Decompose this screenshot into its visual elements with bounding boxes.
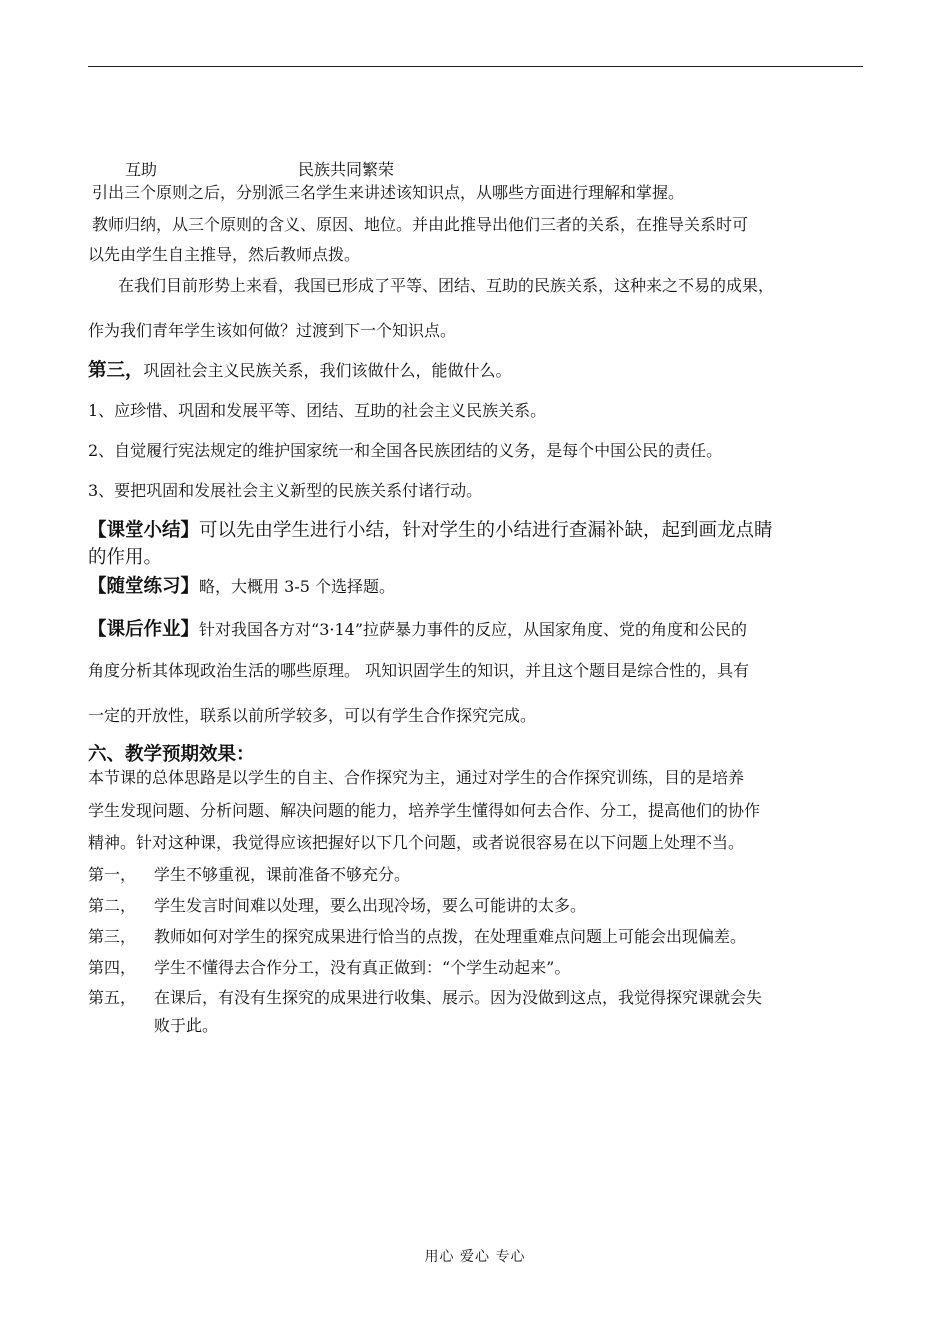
- list-item: 1、应珍惜、巩固和发展平等、团结、互助的社会主义民族关系。: [88, 401, 547, 420]
- problem-item: [88, 988, 762, 1008]
- section3-line: [88, 359, 868, 382]
- practice-label: 【随堂练习】: [88, 576, 200, 597]
- section3-label: 第三，: [88, 360, 144, 381]
- summary-text: 可以先由学生进行小结，针对学生的小结进行查漏补缺，起到画龙点睛: [199, 520, 773, 541]
- homework-text: 针对我国各方对“3·14”拉萨暴力事件的反应，从国家角度、党的角度和公民的: [199, 620, 748, 639]
- list-item: 3、要把巩固和发展社会主义新型的民族关系付诸行动。: [88, 481, 483, 500]
- list-item: 2、自觉履行宪法规定的维护国家统一和全国各民族团结的义务，是每个中国公民的责任。: [88, 441, 723, 460]
- problem-item: [88, 927, 746, 947]
- diagram-label-left: 互助: [125, 160, 158, 179]
- summary-label: 【课堂小结】: [88, 520, 200, 541]
- problem-text: 在课后，有没有生探究的成果进行收集、展示。因为没做到这点，我觉得探究课就会失: [154, 988, 763, 1007]
- problem-label: 第二，: [88, 896, 137, 915]
- section6-line: 精神。针对这种课，我觉得应该把握好以下几个问题，或者说很容易在以下问题上处理不当。: [88, 833, 745, 852]
- problem-text: 教师如何对学生的探究成果进行恰当的点拨，在处理重难点问题上可能会出现偏差。: [154, 927, 747, 946]
- problem-label: 第四，: [88, 958, 137, 977]
- problem-label: 第一，: [88, 865, 137, 884]
- practice-line: [88, 575, 868, 598]
- section6-line: 学生发现问题、分析问题、解决问题的能力，培养学生懂得如何去合作、分工，提高他们的协作: [88, 801, 761, 820]
- summary-line-2: 的作用。: [88, 547, 163, 568]
- paragraph-line: 以先由学生自主推导，然后教师点拨。: [88, 245, 361, 264]
- section6-line: 本节课的总体思路是以学生的自主、合作探究为主，通过对学生的合作探究训练，目的是培养: [88, 768, 745, 787]
- summary-line: [88, 519, 868, 542]
- header-rule: [88, 66, 863, 67]
- problem-text: 学生发言时间难以处理，要么出现冷场，要么可能讲的太多。: [154, 896, 587, 915]
- paragraph-line: 作为我们青年学生该如何做？过渡到下一个知识点。: [88, 321, 457, 340]
- homework-line-2: 角度分析其体现政治生活的哪些原理。 巩知识固学生的知识，并且这个题目是综合性的，具有: [88, 661, 750, 680]
- problem-item-continuation: 败于此。: [154, 1016, 219, 1035]
- problem-label: 第五，: [88, 988, 137, 1007]
- problem-item: [88, 896, 586, 916]
- problem-text: 学生不够重视，课前准备不够充分。: [154, 865, 411, 884]
- paragraph-line: 在我们目前形势上来看，我国已形成了平等、团结、互助的民族关系，这种来之不易的成果，: [118, 276, 775, 295]
- homework-label: 【课后作业】: [88, 619, 200, 640]
- problem-item: [88, 958, 570, 978]
- homework-line: [88, 618, 868, 641]
- diagram-label-right: 民族共同繁荣: [298, 160, 395, 179]
- page-footer: 用心 爱心 专心: [424, 1249, 526, 1265]
- practice-text: 略，大概用 3-5 个选择题。: [199, 577, 395, 596]
- homework-line-3: 一定的开放性，联系以前所学较多，可以有学生合作探究完成。: [88, 706, 537, 725]
- paragraph-line: 引出三个原则之后，分别派三名学生来讲述该知识点，从哪些方面进行理解和掌握。: [92, 183, 685, 202]
- problem-label: 第三，: [88, 927, 137, 946]
- section6-heading: 六、教学预期效果：: [88, 744, 255, 765]
- problem-item: [88, 865, 410, 885]
- problem-text: 学生不懂得去合作分工，没有真正做到：“个学生动起来”。: [154, 958, 571, 977]
- section3-text: 巩固社会主义民族关系，我们该做什么，能做什么。: [143, 361, 512, 380]
- paragraph-line: 教师归纳，从三个原则的含义、原因、地位。并由此推导出他们三者的关系，在推导关系时可: [92, 215, 749, 234]
